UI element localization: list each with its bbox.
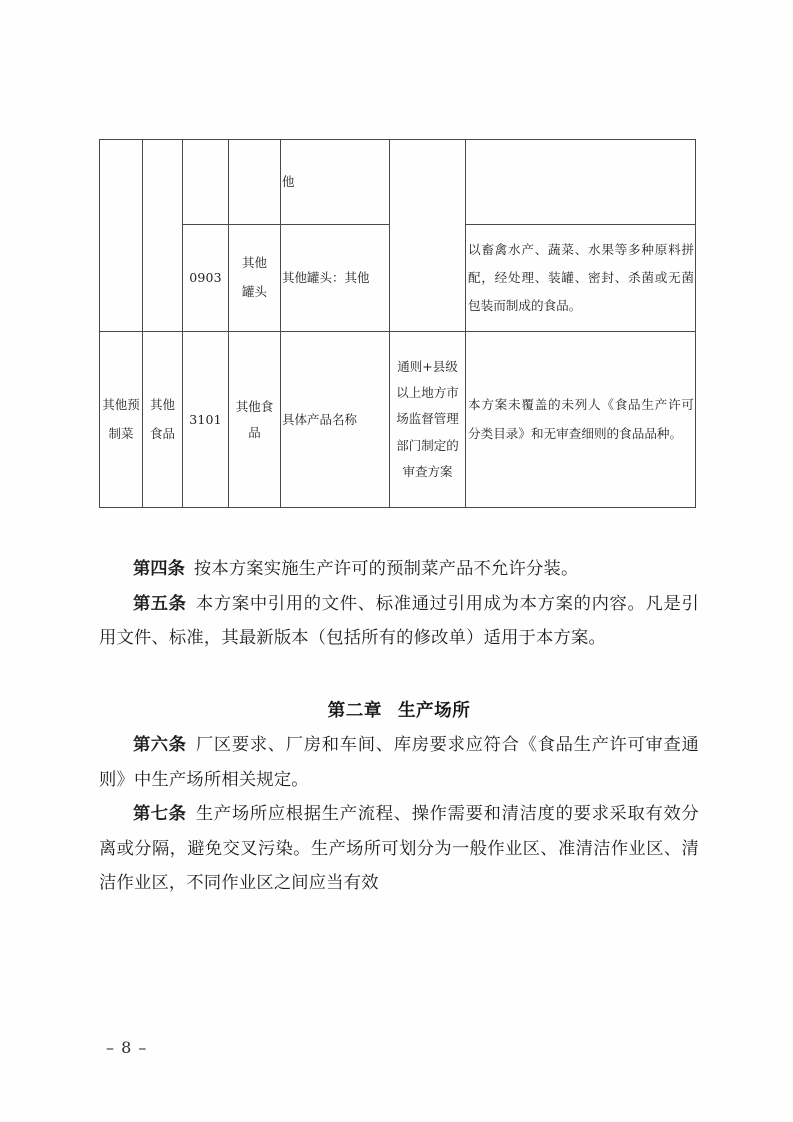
cell-category-empty <box>229 140 281 225</box>
cell-text: 本方案未覆盖的未列人《食品生产许可分类目录》和无审查细则的食品品种。 <box>468 397 694 441</box>
article-6-marker: 第六条 <box>133 735 187 755</box>
page-number: – 8 – <box>106 1038 148 1057</box>
cell-text-line: 食品 <box>149 425 175 441</box>
article-7-paragraph <box>99 797 699 901</box>
cell-text-line: 以上地方市 <box>396 385 459 401</box>
article-7-marker: 第七条 <box>133 804 187 824</box>
cell-text: 具体产品名称 <box>282 411 358 427</box>
cell-code-3101 <box>183 332 229 508</box>
cell-text <box>143 233 182 239</box>
table-row <box>100 332 696 508</box>
cell-text <box>390 233 465 239</box>
cell-product-specific-name <box>281 332 390 508</box>
cell-text-line: 其他 <box>241 255 267 271</box>
article-5-paragraph <box>99 587 699 656</box>
cell-product-other-canned <box>281 225 390 332</box>
table-row <box>100 140 696 225</box>
cell-text-line: 其他 <box>149 396 175 412</box>
cell-description-other-canned <box>466 225 696 332</box>
cell-text-multiline <box>143 388 182 452</box>
product-classification-table <box>99 139 696 508</box>
article-5-marker: 第五条 <box>133 593 187 614</box>
chapter-number: 第二章 <box>327 700 382 721</box>
cell-text <box>183 179 228 185</box>
cell-text-line: 制菜 <box>108 425 134 441</box>
cell-text <box>100 233 142 239</box>
cell-code-0903 <box>183 225 229 332</box>
article-4-paragraph <box>99 552 699 587</box>
article-6-paragraph <box>99 728 699 797</box>
cell-text-multiline <box>100 388 142 452</box>
cell-description-empty <box>466 140 696 225</box>
cell-text <box>466 179 695 185</box>
cell-text: 3101 <box>189 411 222 427</box>
cell-text: 他 <box>282 174 295 190</box>
cell-description-other-food <box>466 332 696 508</box>
cell-text: 以畜禽水产、蔬菜、水果等多种原料拼配，经处理、装罐、密封、杀菌或无菌包装而制成的食品。 <box>468 241 694 314</box>
chapter-title: 生产场所 <box>397 700 471 721</box>
product-classification-table-wrapper <box>99 139 695 508</box>
cell-product-continued <box>281 140 390 225</box>
cell-text <box>229 179 280 185</box>
cell-food-type-continued <box>143 140 183 332</box>
cell-text-multiline <box>390 351 465 488</box>
article-4-marker: 第四条 <box>133 559 185 579</box>
article-4-text: 按本方案实施生产许可的预制菜产品不允许分装。 <box>193 559 579 579</box>
article-5-text: 本方案中引用的文件、标准通过引用成为本方案的内容。凡是引用文件、标准，其最新版本（包括所有的修改单）适用于本方案。 <box>99 593 699 648</box>
article-7-text: 生产场所应根据生产流程、操作需要和清洁度的要求采取有效分离或分隔，避免交叉污染。生产场所可划分为一般作业区、准清洁作业区、清洁作业区，不同作业区之间应当有效 <box>99 804 699 893</box>
cell-code-empty <box>183 140 229 225</box>
cell-text-line: 场监督管理 <box>396 411 459 427</box>
article-6-text: 厂区要求、厂房和车间、库房要求应符合《食品生产许可审查通则》中生产场所相关规定。 <box>99 735 699 790</box>
cell-text: 0903 <box>189 270 222 286</box>
cell-text-line: 部门制定的 <box>396 437 459 453</box>
chapter-spacer <box>99 656 699 694</box>
cell-text-line: 罐头 <box>241 284 267 299</box>
article-text-block <box>99 552 699 901</box>
cell-category-other-food <box>229 332 281 508</box>
cell-text: 其他食品 <box>235 398 274 440</box>
cell-text-multiline <box>229 246 280 310</box>
cell-review-scheme-local-authority <box>390 332 466 508</box>
cell-text-line: 其他预 <box>102 396 140 412</box>
cell-food-type-other-food <box>143 332 183 508</box>
cell-category-group-other-prepared-dishes <box>100 332 143 508</box>
cell-text-line: 通则+县级 <box>397 358 458 374</box>
cell-text-line: 审查方案 <box>402 463 453 479</box>
cell-category-group-continued <box>100 140 143 332</box>
cell-text: 其他罐头：其他 <box>282 270 370 286</box>
chapter-heading <box>99 694 699 729</box>
cell-category-other-canned <box>229 225 281 332</box>
cell-review-scheme-empty <box>390 140 466 332</box>
